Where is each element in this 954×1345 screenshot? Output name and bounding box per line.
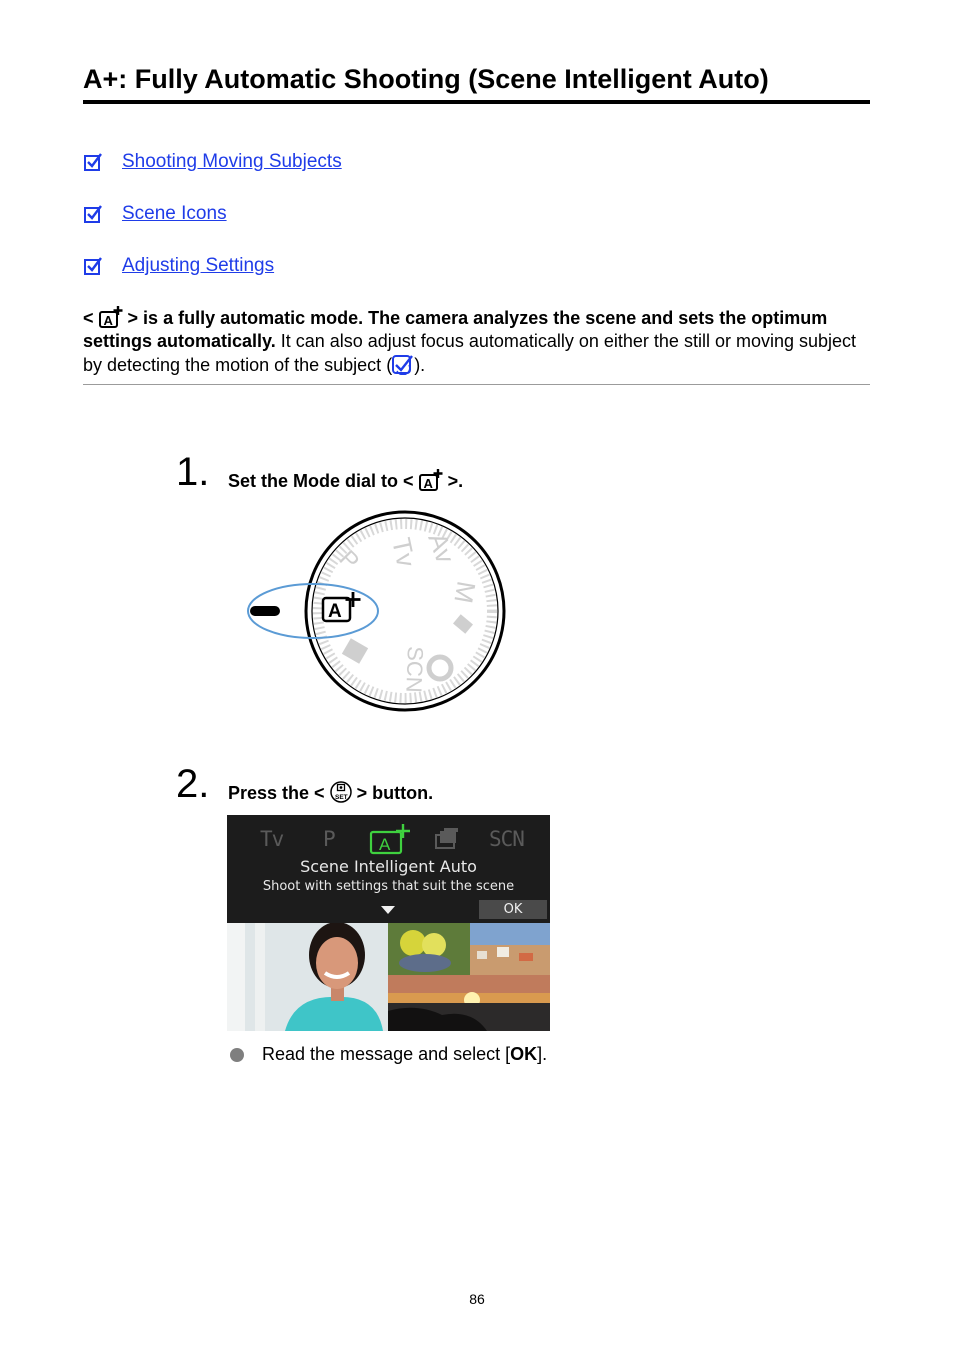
screen-mode-p: P (323, 827, 335, 851)
checkbox-link-icon (83, 256, 103, 276)
bullet-text-after: ]. (537, 1044, 548, 1064)
svg-text:SET: SET (334, 794, 348, 801)
dial-index-mark (250, 606, 280, 616)
table-of-contents (83, 148, 342, 304)
step-2-text-before: Press the < (228, 783, 325, 803)
page-title: A+: Fully Automatic Shooting (Scene Intelligent Auto) (83, 60, 870, 104)
mode-strip (227, 821, 550, 857)
step-1-text-after: >. (447, 471, 464, 491)
motion-detect-link-icon[interactable] (392, 353, 414, 375)
bullet-text-before: Read the message and select [ (262, 1044, 511, 1064)
bullet-dot (230, 1048, 244, 1062)
svg-text:A: A (328, 601, 342, 622)
toc-item[interactable] (83, 200, 342, 228)
bullet-text-ok: OK (510, 1044, 538, 1064)
screen-mode-scn: SCN (489, 827, 524, 851)
bullet-text (262, 1044, 547, 1065)
screen-mode-tv: Tv (260, 827, 284, 851)
dial-label-av: Av (422, 528, 461, 568)
toc-link-scene-icons[interactable]: Scene Icons (122, 203, 227, 224)
screen-action-bar (227, 899, 550, 921)
dial-label-m: M (448, 578, 482, 606)
intro-close: ). (414, 355, 426, 375)
intro-paragraph (83, 306, 870, 385)
set-button-icon (330, 781, 352, 803)
scene-intelligent-auto-icon (99, 306, 123, 328)
intro-bold-text: > is a fully automatic mode. The camera analyzes the scene and sets the optimum settings automatically. (83, 308, 828, 351)
step-2-instruction (228, 781, 433, 805)
scene-intelligent-auto-icon (419, 469, 443, 491)
dial-label-tv: Tv (386, 535, 422, 570)
step-number-1: 1. (176, 450, 210, 494)
page-number: 86 (469, 1291, 485, 1307)
svg-text:A: A (379, 835, 391, 854)
toc-item[interactable] (83, 252, 342, 280)
intro-normal-text: It can also adjust focus automatically on either the still or moving subject by detecting the motion of the subject ( (83, 331, 857, 375)
checkbox-link-icon (83, 152, 103, 172)
intro-open: < (83, 308, 94, 328)
step-1-text-before: Set the Mode dial to < (228, 471, 414, 491)
hybrid-auto-icon (434, 827, 460, 851)
toc-item[interactable] (83, 148, 342, 176)
dial-label-p: P (333, 545, 365, 576)
screen-mode-description: Shoot with settings that suit the scene (262, 879, 515, 894)
svg-text:A: A (423, 476, 433, 491)
mode-dial-illustration (240, 505, 510, 715)
toc-link-shooting-moving-subjects[interactable]: Shooting Moving Subjects (122, 151, 342, 172)
camera-lcd-screen (227, 815, 550, 1031)
step-2-text-after: > button. (356, 783, 434, 803)
screen-mode-title: Scene Intelligent Auto (300, 857, 477, 876)
bullet-item (230, 1044, 547, 1065)
dial-label-scn: SCN (401, 645, 428, 694)
step-1-instruction (228, 469, 463, 493)
svg-text:A: A (103, 313, 113, 328)
step-number-2: 2. (176, 762, 210, 806)
ok-button[interactable]: OK (479, 900, 547, 919)
checkbox-link-icon (83, 204, 103, 224)
sample-photos (227, 923, 550, 1031)
toc-link-adjusting-settings[interactable]: Adjusting Settings (122, 255, 275, 276)
down-arrow-icon (381, 906, 395, 914)
scene-intelligent-auto-icon (369, 823, 411, 855)
